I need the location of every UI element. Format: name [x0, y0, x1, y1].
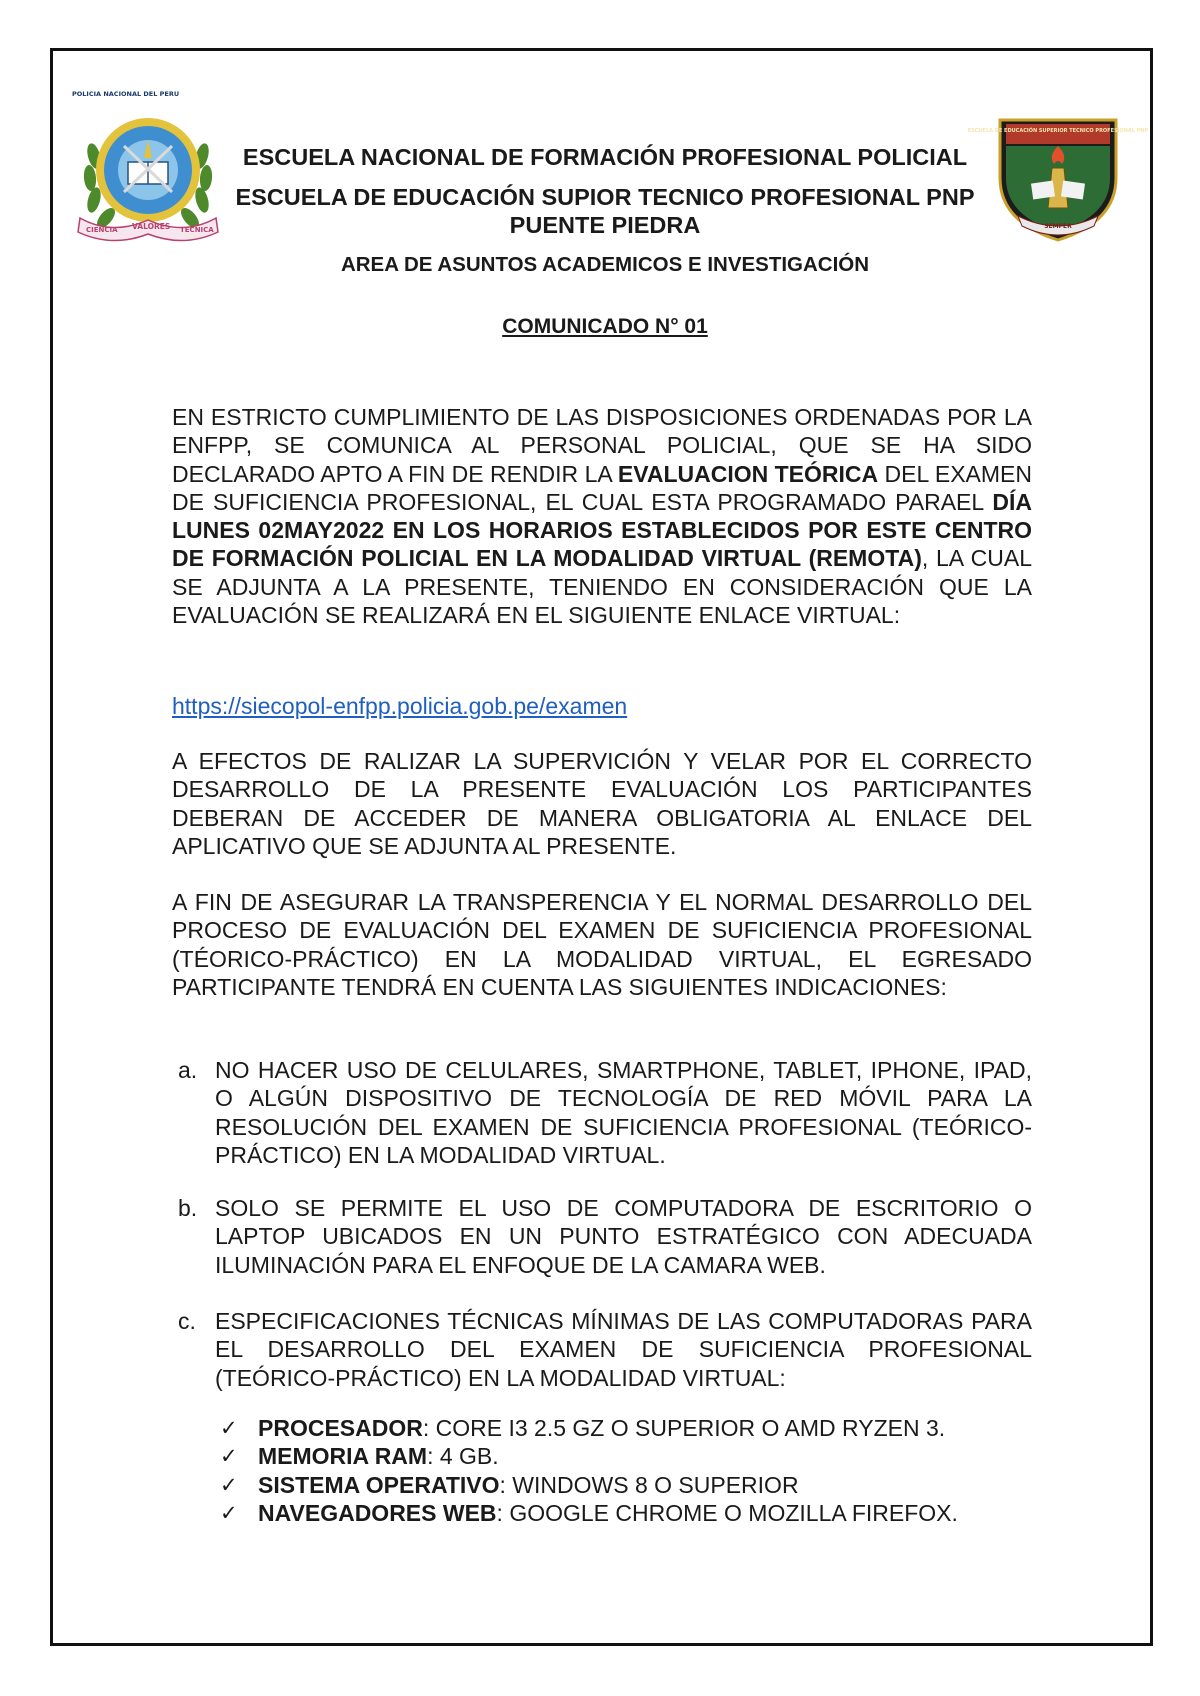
police-school-emblem-logo	[72, 90, 224, 254]
spec-item-browsers	[220, 1499, 958, 1527]
institution-name: ESCUELA NACIONAL DE FORMACIÓN PROFESIONAL POLICIAL	[242, 144, 968, 170]
spec-label: MEMORIA RAM	[258, 1443, 428, 1470]
list-item-text: SOLO SE PERMITE EL USO DE COMPUTADORA DE ESCRITORIO O LAPTOP UBICADOS EN UN PUNTO ESTRATÉGICO CON ADECUADA ILUMINACIÓN PARA EL ENFOQUE DE LA CAMARA WEB.	[215, 1195, 1032, 1278]
spec-value: : GOOGLE CHROME O MOZILLA FIREFOX.	[496, 1499, 958, 1526]
checkmark-icon: ✓	[220, 1416, 238, 1440]
logo-right-top-text: ESCUELA DE EDUCACIÓN SUPERIOR TECNICO PROFESIONAL PNP	[967, 128, 1149, 134]
spec-value: : 4 GB.	[427, 1443, 499, 1470]
indication-b	[172, 1194, 1032, 1279]
pnp-technical-school-emblem-logo	[967, 112, 1149, 244]
list-item	[172, 1056, 1032, 1169]
spec-value: : CORE I3 2.5 GZ O SUPERIOR O AMD RYZEN 3.	[422, 1415, 946, 1441]
list-item-text: ESPECIFICACIONES TÉCNICAS MÍNIMAS DE LAS COMPUTADORAS PARA EL DESARROLLO DEL EXAMEN DE SUFICIENCIA PROFESIONAL (TEÓRICO-PRÁCTICO) EN LA MODALIDAD VIRTUAL:	[215, 1308, 1032, 1391]
spec-label: PROCESADOR	[258, 1415, 423, 1441]
department-name: AREA DE ASUNTOS ACADEMICOS E INVESTIGACIÓN	[340, 253, 870, 276]
supervision-paragraph: A EFECTOS DE RALIZAR LA SUPERVICIÓN Y VELAR POR EL CORRECTO DESARROLLO DE LA PRESENTE EVALUACIÓN LOS PARTICIPANTES DEBERAN DE ACCEDER DE MANERA OBLIGATORIA AL ENLACE DEL APLICATIVO QUE SE ADJUNTA AL PRESENTE.	[172, 748, 1032, 859]
spec-value: : WINDOWS 8 O SUPERIOR	[499, 1471, 799, 1498]
checkmark-icon: ✓	[220, 1444, 238, 1469]
logo-left-ribbon-center: VALORES	[132, 222, 171, 231]
list-item	[172, 1194, 1032, 1279]
logo-left-ribbon-right: TECNICA	[180, 226, 214, 234]
logo-right-ribbon: SEMPER	[1044, 223, 1072, 230]
list-marker: c.	[178, 1308, 196, 1334]
transparency-paragraph: A FIN DE ASEGURAR LA TRANSPERENCIA Y EL NORMAL DESARROLLO DEL PROCESO DE EVALUACIÓN DEL EXAMEN DE SUFICIENCIA PROFESIONAL (TÉORICO-PRÁCTICO) EN LA MODALIDAD VIRTUAL, EL EGRESADO PARTICIPANTE TENDRÁ EN CUENTA LAS SIGUIENTES INDICACIONES:	[172, 889, 1032, 1000]
technical-specs-list	[220, 1414, 958, 1527]
list-marker: b.	[178, 1195, 198, 1221]
exam-link[interactable]: https://siecopol-enfpp.policia.gob.pe/examen	[172, 693, 628, 719]
spec-item-processor	[220, 1414, 958, 1442]
indication-a	[172, 1056, 1032, 1169]
intro-paragraph	[172, 403, 1032, 629]
spec-item-ram	[220, 1442, 958, 1470]
school-location: PUENTE PIEDRA	[509, 212, 701, 238]
logo-left-top-text: POLICIA NACIONAL DEL PERU	[72, 90, 180, 98]
intro-text-3: , LA CUAL SE ADJUNTA A LA PRESENTE, TENIENDO EN CONSIDERACIÓN QUE LA EVALUACIÓN SE REALIZARÁ EN EL SIGUIENTE ENLACE VIRTUAL:	[172, 545, 1032, 629]
list-marker: a.	[178, 1057, 198, 1083]
intro-text-1: EN ESTRICTO CUMPLIMIENTO DE LAS DISPOSICIONES ORDENADAS POR LA ENFPP, SE COMUNICA AL PERSONAL POLICIAL, QUE SE HA SIDO DECLARADO APTO A FIN DE RENDIR LA	[172, 404, 1032, 487]
list-item-text: NO HACER USO DE CELULARES, SMARTPHONE, TABLET, IPHONE, IPAD, O ALGÚN DISPOSITIVO DE TECNOLOGÍA DE RED MÓVIL PARA LA RESOLUCIÓN DEL EXAMEN DE SUFICIENCIA PROFESIONAL (TEÓRICO-PRÁCTICO) EN LA MODALIDAD VIRTUAL.	[215, 1057, 1032, 1168]
spec-label: SISTEMA OPERATIVO	[258, 1471, 500, 1498]
list-item	[172, 1307, 1032, 1392]
checkmark-icon: ✓	[220, 1500, 238, 1525]
intro-text-2: DEL EXAMEN DE SUFICIENCIA PROFESIONAL, EL CUAL ESTA PROGRAMADO PARAEL	[172, 460, 1032, 515]
spec-label: NAVEGADORES WEB	[258, 1499, 497, 1526]
logo-left-ribbon-left: CIENCIA	[86, 226, 118, 234]
indication-c	[172, 1307, 1032, 1392]
intro-bold-1: EVALUACION TEÓRICA	[617, 460, 879, 487]
intro-bold-2: DÍA LUNES 02MAY2022 EN LOS HORARIOS ESTABLECIDOS POR ESTE CENTRO DE FORMACIÓN POLICIAL EN LA MODALIDAD VIRTUAL (REMOTA)	[172, 488, 1032, 572]
spec-item-os	[220, 1471, 958, 1499]
school-name: ESCUELA DE EDUCACIÓN SUPIOR TECNICO PROFESIONAL PNP	[235, 184, 975, 210]
document-title: COMUNICADO N° 01	[502, 315, 708, 338]
checkmark-icon: ✓	[220, 1472, 238, 1497]
